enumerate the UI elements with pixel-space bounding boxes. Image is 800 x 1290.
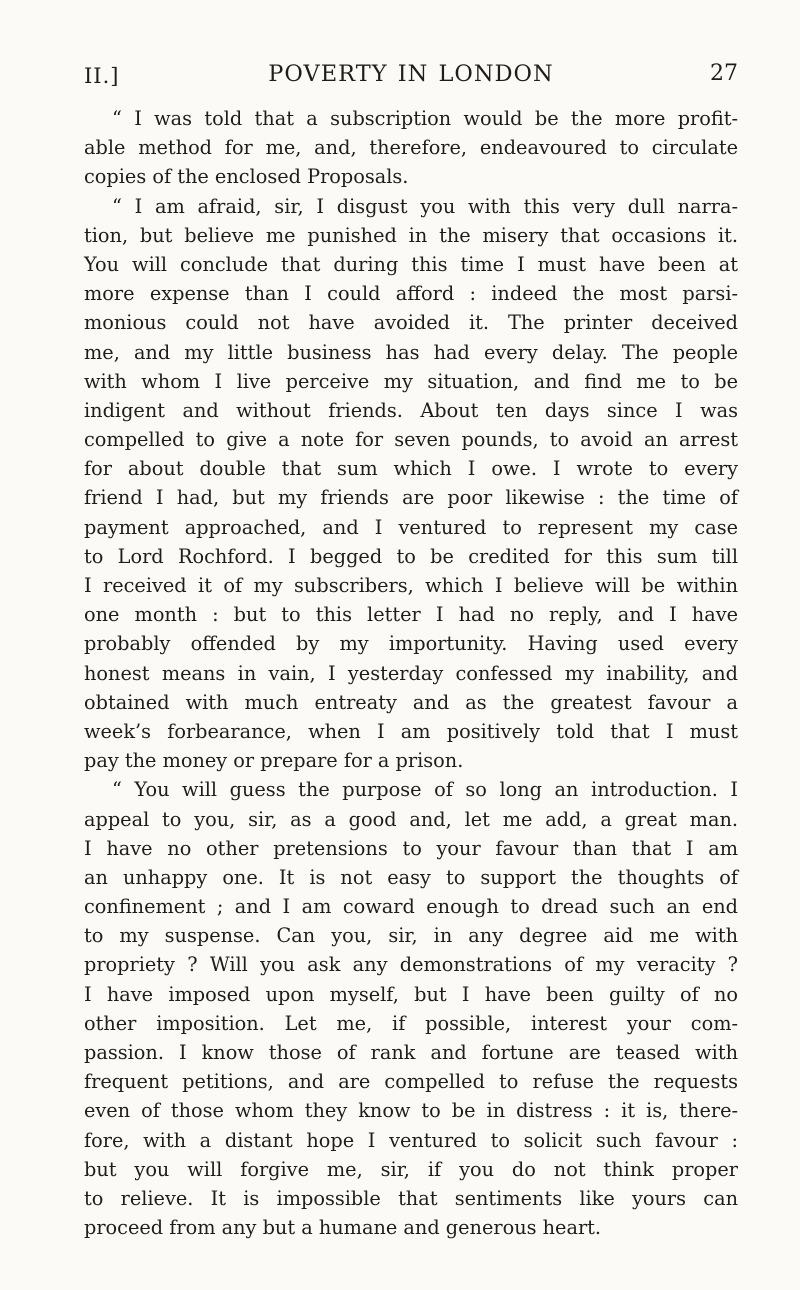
text-line: one month : but to this letter I had no reply, and I have [84, 603, 738, 627]
text-line: payment approached, and I ventured to represent my case [84, 515, 738, 539]
text-line: pay the money or prepare for a prison. [84, 749, 464, 773]
text-line: probably offended by my importunity. Having used every [84, 632, 738, 656]
text-line: to Lord Rochford. I begged to be credited for this sum till [84, 544, 738, 568]
text-line: I received it of my subscribers, which I believe will be within [84, 574, 738, 597]
chapter-marker: II.] [84, 64, 120, 88]
text-line: me, and my little business has had every delay. The people [84, 340, 738, 364]
text-line: passion. I know those of rank and fortune are teased with [84, 1041, 738, 1064]
text-line: to my suspense. Can you, sir, in any degree aid me with [84, 924, 738, 948]
text-line: able method for me, and, therefore, endeavoured to circulate [84, 136, 738, 160]
text-line: proceed from any but a humane and generous heart. [84, 1216, 602, 1240]
text-line: fore, with a distant hope I ventured to solicit such favour : [84, 1128, 738, 1152]
text-line: friend I had, but my friends are poor likewise : the time of [84, 486, 738, 510]
text-line: for about double that sum which I owe. I wrote to every [84, 457, 738, 481]
text-line: but you will forgive me, sir, if you do not think proper [84, 1157, 738, 1181]
running-title: POVERTY IN LONDON [268, 61, 554, 87]
paragraph [84, 192, 738, 776]
text-line: confinement ; and I am coward enough to dread such an end [84, 895, 738, 919]
text-line: I have imposed upon myself, but I have been guilty of no [84, 982, 738, 1006]
text-line: obtained with much entreaty and as the greatest favour a [84, 690, 738, 714]
text-line: You will conclude that during this time I must have been at [84, 252, 738, 276]
text-line: honest means in vain, I yesterday confessed my inability, and [84, 661, 738, 685]
text-line: indigent and without friends. About ten days since I was [84, 398, 738, 422]
page-number: 27 [710, 61, 738, 86]
text-line: monious could not have avoided it. The printer deceived [84, 311, 738, 335]
text-line: propriety ? Will you ask any demonstrations of my veracity ? [84, 953, 738, 977]
text-line: “ I am afraid, sir, I disgust you with this very dull narra- [112, 194, 738, 218]
text-line: an unhappy one. It is not easy to support the thoughts of [84, 865, 738, 889]
text-line: to relieve. It is impossible that sentiments like yours can [84, 1186, 738, 1210]
paragraph [84, 775, 738, 1242]
text-line: more expense than I could afford : indeed the most parsi- [84, 282, 738, 306]
text-line: other imposition. Let me, if possible, interest your com- [84, 1011, 738, 1035]
text-line: appeal to you, sir, as a good and, let me add, a great man. [84, 807, 738, 831]
body-text [84, 104, 738, 1242]
text-line: copies of the enclosed Proposals. [84, 165, 409, 189]
text-line: tion, but believe me punished in the misery that occasions it. [84, 223, 738, 247]
text-line: week’s forbearance, when I am positively told that I must [84, 719, 738, 743]
text-line: “ You will guess the purpose of so long an introduction. I [112, 778, 738, 802]
paragraph [84, 104, 738, 192]
text-line: compelled to give a note for seven pounds, to avoid an arrest [84, 428, 738, 452]
text-line: with whom I live perceive my situation, and find me to be [84, 369, 738, 393]
text-line: I have no other pretensions to your favour than that I am [84, 836, 738, 860]
text-line: “ I was told that a subscription would be the more profit- [112, 107, 738, 130]
text-line: frequent petitions, and are compelled to refuse the requests [84, 1070, 738, 1094]
text-line: even of those whom they know to be in distress : it is, there- [84, 1099, 738, 1123]
running-header [84, 56, 738, 96]
